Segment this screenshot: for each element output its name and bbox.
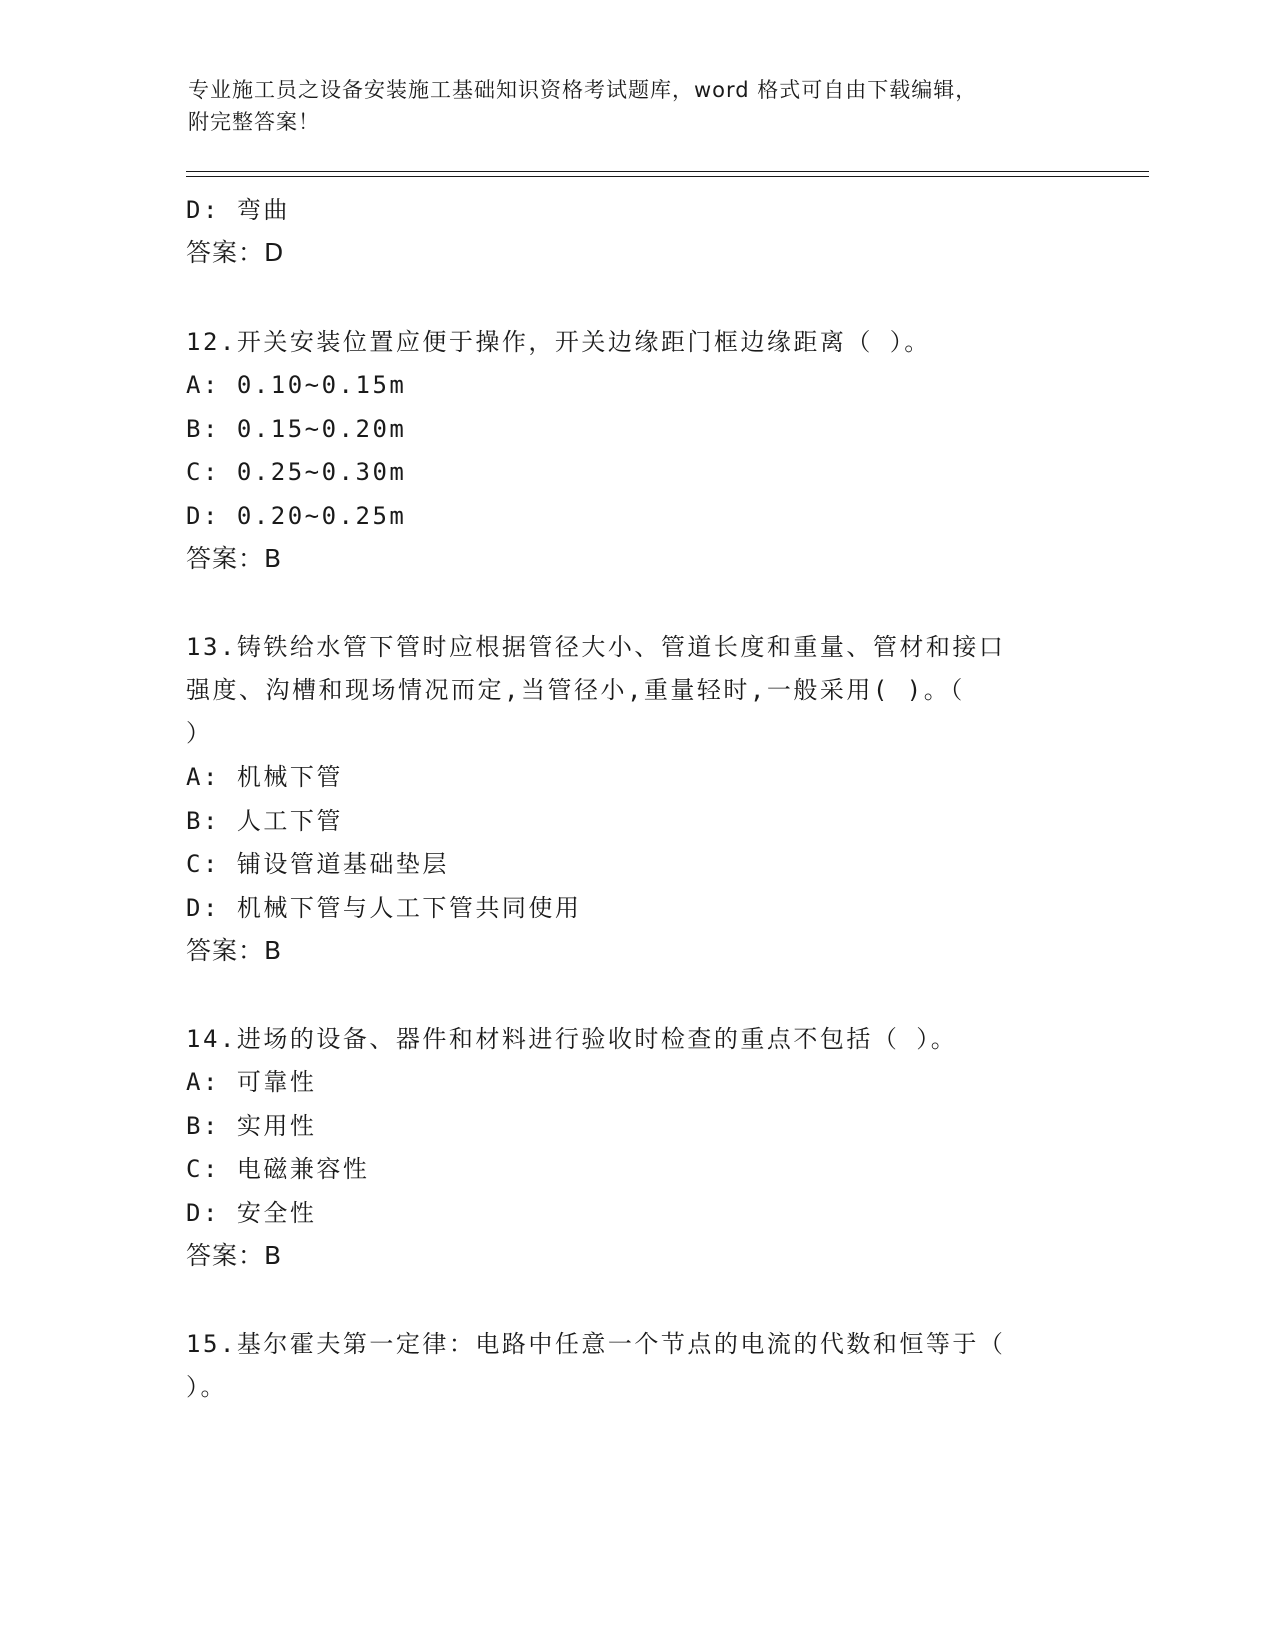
q14-stem: 14.进场的设备、器件和材料进行验收时检查的重点不包括（ ）。 — [186, 1025, 958, 1053]
q13-option-d: D: 机械下管与人工下管共同使用 — [186, 894, 582, 922]
q15-stem-line-2: ）。 — [186, 1373, 227, 1401]
q13-stem-line-3: ） — [186, 719, 213, 747]
q13-option-c: C: 铺设管道基础垫层 — [186, 850, 449, 878]
q13-stem-line-1: 13.铸铁给水管下管时应根据管径大小、管道长度和重量、管材和接口 — [186, 633, 1006, 661]
q12-option-d: D: 0.20~0.25m — [186, 502, 407, 530]
q14-option-c: C: 电磁兼容性 — [186, 1155, 370, 1183]
header-title-line-2: 附完整答案！ — [188, 110, 320, 134]
header-title-line-1: 专业施工员之设备安装施工基础知识资格考试题库，word 格式可自由下载编辑， — [188, 78, 978, 102]
q11-option-d: D: 弯曲 — [186, 196, 290, 224]
q12-answer: 答案：B — [186, 544, 283, 573]
q14-option-a: A: 可靠性 — [186, 1068, 317, 1096]
q12-option-b: B: 0.15~0.20m — [186, 415, 407, 443]
q13-stem-line-2: 强度、沟槽和现场情况而定,当管径小,重量轻时,一般采用( )。（ — [186, 676, 965, 704]
q14-option-b: B: 实用性 — [186, 1112, 317, 1140]
header-divider-bottom — [186, 176, 1149, 177]
q13-option-a: A: 机械下管 — [186, 763, 343, 791]
document-header — [188, 74, 1088, 138]
q12-option-a: A: 0.10~0.15m — [186, 371, 407, 399]
q13-answer: 答案：B — [186, 936, 283, 965]
q14-option-d: D: 安全性 — [186, 1199, 317, 1227]
q15-stem-line-1: 15.基尔霍夫第一定律：电路中任意一个节点的电流的代数和恒等于（ — [186, 1330, 1006, 1358]
q14-answer: 答案：B — [186, 1241, 283, 1270]
header-divider-top — [186, 171, 1149, 172]
q13-option-b: B: 人工下管 — [186, 807, 343, 835]
q11-answer: 答案：D — [186, 238, 285, 267]
q12-stem: 12.开关安装位置应便于操作，开关边缘距门框边缘距离（ ）。 — [186, 328, 931, 356]
q12-option-c: C: 0.25~0.30m — [186, 458, 407, 486]
